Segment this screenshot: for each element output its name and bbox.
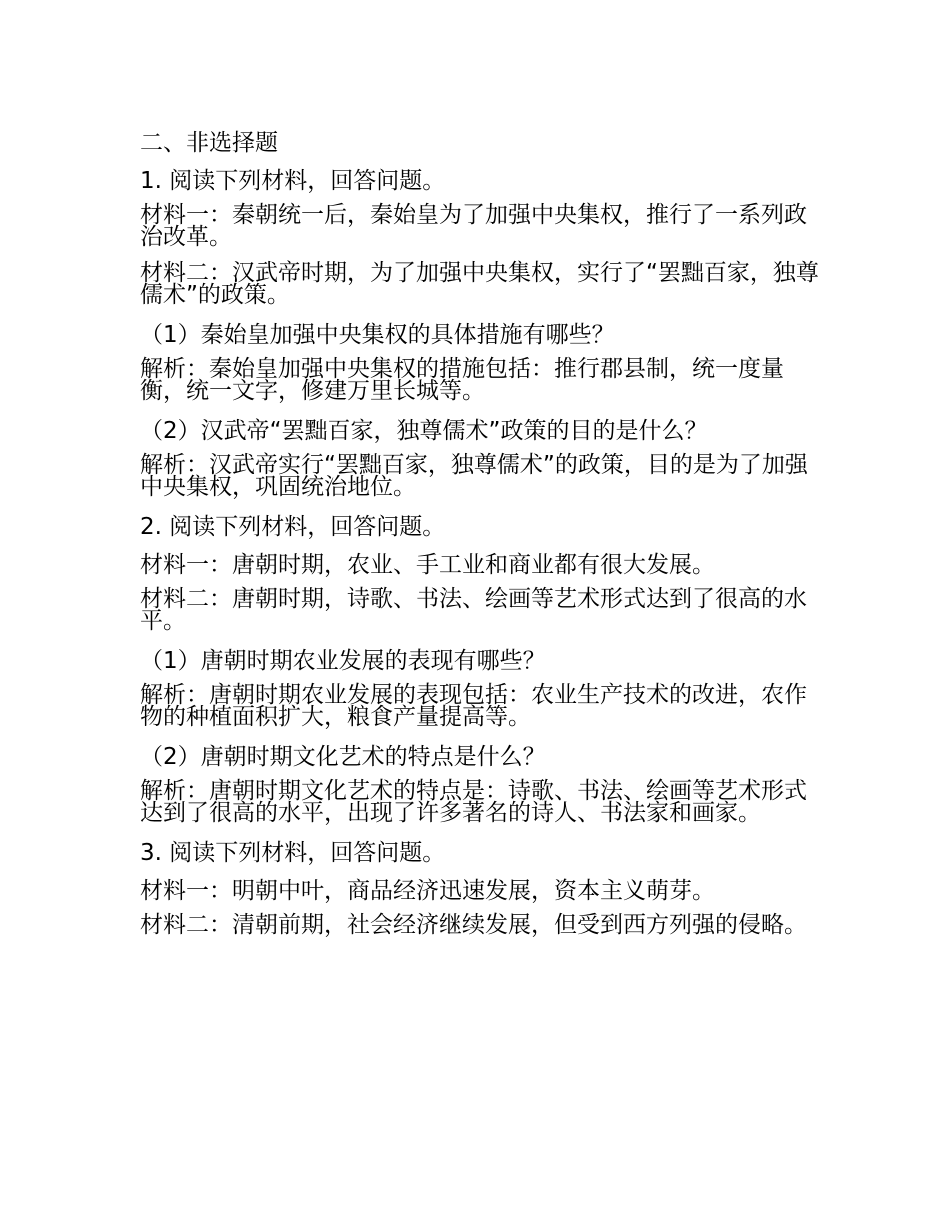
- question-3-heading: 3. 阅读下列材料，回答问题。: [140, 840, 446, 866]
- q3-material-2: 材料二：清朝前期，社会经济继续发展，但受到西方列强的侵略。: [140, 912, 807, 938]
- q1-sub-2-question: （2）汉武帝“罢黜百家，独尊儒术”政策的目的是什么？: [140, 418, 708, 444]
- q2-sub-1-question: （1）唐朝时期农业发展的表现有哪些？: [140, 648, 546, 674]
- q1-sub-1-question: （1）秦始皇加强中央集权的具体措施有哪些？: [140, 322, 615, 348]
- q2-material-1: 材料一：唐朝时期，农业、手工业和商业都有很大发展。: [140, 552, 715, 578]
- q2-sub-2-answer: 解析：唐朝时期文化艺术的特点是：诗歌、书法、绘画等艺术形式达到了很高的水平，出现了许多著名的诗人、书法家和画家。: [140, 778, 807, 826]
- section-title: 二、非选择题: [140, 130, 278, 156]
- q1-sub-1-answer: 解析：秦始皇加强中央集权的措施包括：推行郡县制，统一度量衡，统一文字，修建万里长城等。: [140, 356, 784, 404]
- q1-material-2: 材料二：汉武帝时期，为了加强中央集权，实行了“罢黜百家，独尊儒术”的政策。: [140, 260, 819, 308]
- document-page: [140, 128, 820, 950]
- q2-sub-1-answer: 解析：唐朝时期农业发展的表现包括：农业生产技术的改进，农作物的种植面积扩大，粮食产量提高等。: [140, 682, 807, 730]
- q1-material-1: 材料一：秦朝统一后，秦始皇为了加强中央集权，推行了一系列政治改革。: [140, 202, 807, 250]
- q1-sub-2-answer: 解析：汉武帝实行“罢黜百家，独尊儒术”的政策，目的是为了加强中央集权，巩固统治地位。: [140, 452, 808, 500]
- question-2-heading: 2. 阅读下列材料，回答问题。: [140, 514, 446, 540]
- question-1-heading: 1. 阅读下列材料，回答问题。: [140, 168, 446, 194]
- q2-material-2: 材料二：唐朝时期，诗歌、书法、绘画等艺术形式达到了很高的水平。: [140, 586, 807, 634]
- q3-material-1: 材料一：明朝中叶，商品经济迅速发展，资本主义萌芽。: [140, 878, 715, 904]
- q2-sub-2-question: （2）唐朝时期文化艺术的特点是什么？: [140, 744, 546, 770]
